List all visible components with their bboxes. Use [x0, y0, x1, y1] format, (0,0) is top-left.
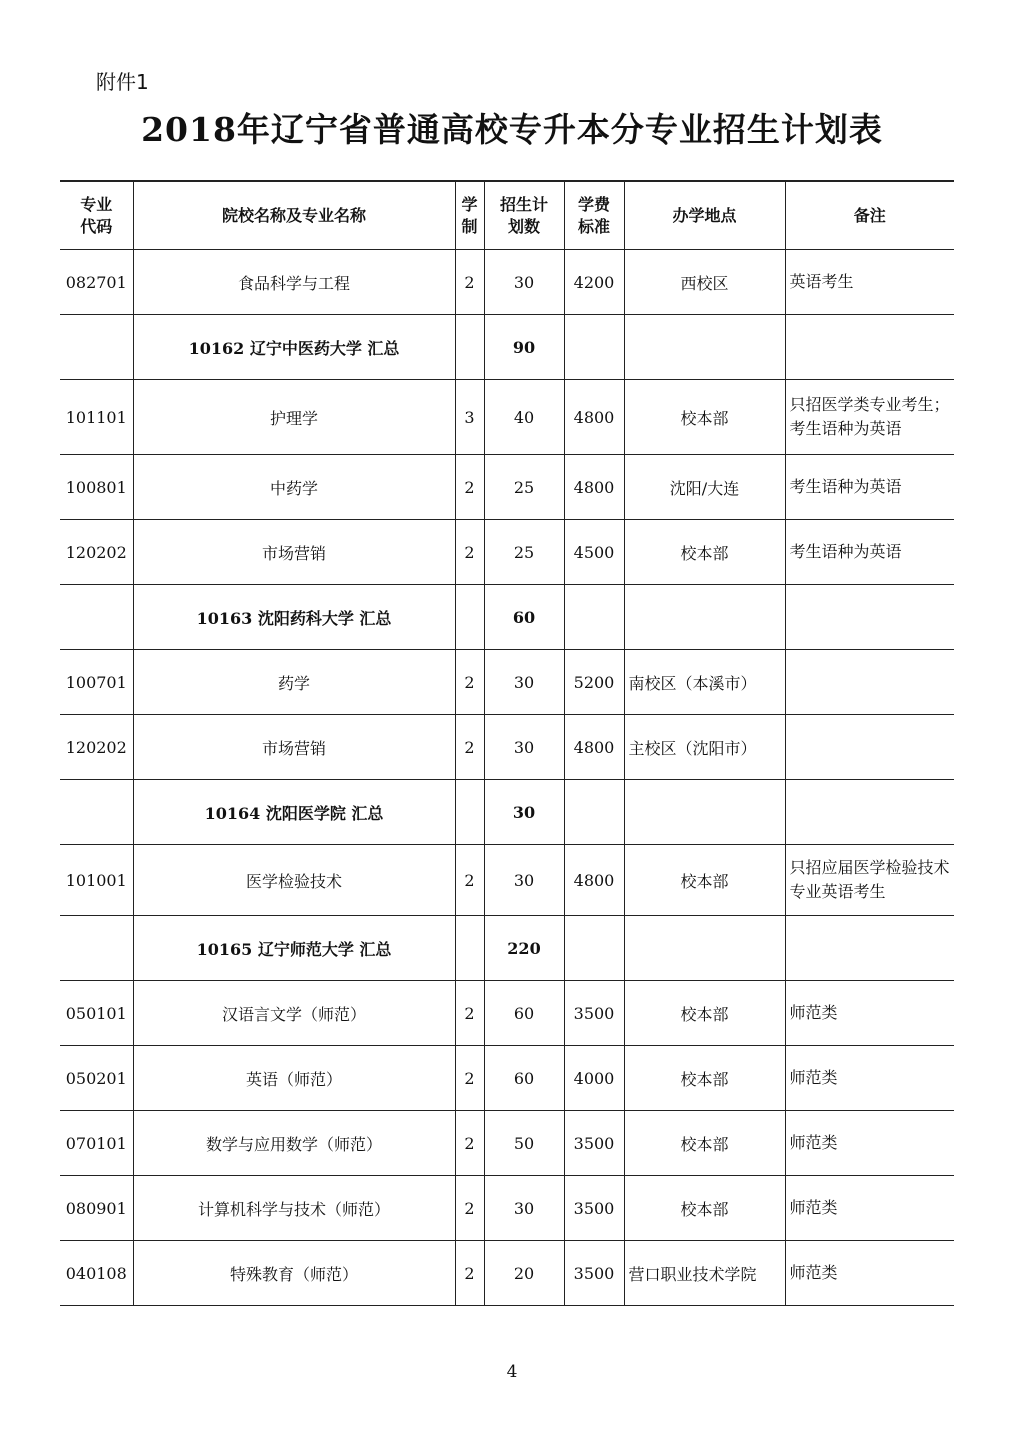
- name-cell: 10165 辽宁师范大学 汇总: [133, 916, 455, 981]
- duration-cell: [455, 780, 484, 845]
- code-cell: 100801: [60, 455, 133, 520]
- summary-row: [60, 916, 954, 981]
- location-cell: 营口职业技术学院: [624, 1241, 785, 1306]
- header-location: 办学地点: [624, 181, 785, 250]
- duration-cell: 3: [455, 380, 484, 455]
- code-cell: 101101: [60, 380, 133, 455]
- name-cell: 数学与应用数学（师范）: [133, 1111, 455, 1176]
- duration-cell: 2: [455, 455, 484, 520]
- location-cell: 校本部: [624, 1111, 785, 1176]
- duration-cell: [455, 916, 484, 981]
- plan-cell: 30: [484, 780, 564, 845]
- duration-cell: [455, 315, 484, 380]
- fee-cell: 5200: [564, 650, 624, 715]
- table-row: [60, 455, 954, 520]
- fee-cell: 3500: [564, 1241, 624, 1306]
- plan-cell: 25: [484, 455, 564, 520]
- code-cell: 050201: [60, 1046, 133, 1111]
- remark-cell: 只招医学类专业考生；考生语种为英语: [785, 380, 954, 455]
- enrollment-plan-table: [60, 180, 954, 1306]
- fee-cell: 4800: [564, 455, 624, 520]
- header-plan: 招生计划数: [484, 181, 564, 250]
- header-name: 院校名称及专业名称: [133, 181, 455, 250]
- table-row: [60, 650, 954, 715]
- name-cell: 市场营销: [133, 715, 455, 780]
- location-cell: 校本部: [624, 380, 785, 455]
- name-cell: 护理学: [133, 380, 455, 455]
- name-cell: 汉语言文学（师范）: [133, 981, 455, 1046]
- name-cell: 英语（师范）: [133, 1046, 455, 1111]
- duration-cell: 2: [455, 250, 484, 315]
- header-duration: 学制: [455, 181, 484, 250]
- name-cell: 特殊教育（师范）: [133, 1241, 455, 1306]
- remark-cell: [785, 780, 954, 845]
- location-cell: 主校区（沈阳市）: [624, 715, 785, 780]
- page-number: 4: [506, 1362, 518, 1382]
- code-cell: 080901: [60, 1176, 133, 1241]
- summary-row: [60, 585, 954, 650]
- code-cell: 040108: [60, 1241, 133, 1306]
- table-row: [60, 380, 954, 455]
- duration-cell: 2: [455, 1176, 484, 1241]
- plan-cell: 25: [484, 520, 564, 585]
- name-cell: 10163 沈阳药科大学 汇总: [133, 585, 455, 650]
- fee-cell: 3500: [564, 981, 624, 1046]
- fee-cell: [564, 916, 624, 981]
- fee-cell: 4000: [564, 1046, 624, 1111]
- duration-cell: 2: [455, 715, 484, 780]
- remark-cell: 只招应届医学检验技术专业英语考生: [785, 845, 954, 916]
- table-row: [60, 520, 954, 585]
- plan-cell: 30: [484, 715, 564, 780]
- page-title: 2018年辽宁省普通高校专升本分专业招生计划表: [141, 110, 883, 149]
- code-cell: 101001: [60, 845, 133, 916]
- remark-cell: 师范类: [785, 1111, 954, 1176]
- location-cell: 校本部: [624, 1046, 785, 1111]
- location-cell: 校本部: [624, 1176, 785, 1241]
- code-cell: [60, 916, 133, 981]
- name-cell: 计算机科学与技术（师范）: [133, 1176, 455, 1241]
- code-cell: 100701: [60, 650, 133, 715]
- location-cell: 校本部: [624, 981, 785, 1046]
- table-row: [60, 1046, 954, 1111]
- attachment-label: 附件1: [96, 70, 149, 94]
- name-cell: 食品科学与工程: [133, 250, 455, 315]
- table-row: [60, 1241, 954, 1306]
- table-header-row: [60, 181, 954, 250]
- plan-cell: 50: [484, 1111, 564, 1176]
- remark-cell: [785, 650, 954, 715]
- duration-cell: 2: [455, 650, 484, 715]
- code-cell: 120202: [60, 715, 133, 780]
- code-cell: 120202: [60, 520, 133, 585]
- code-cell: 070101: [60, 1111, 133, 1176]
- location-cell: 西校区: [624, 250, 785, 315]
- duration-cell: [455, 585, 484, 650]
- location-cell: 校本部: [624, 845, 785, 916]
- remark-cell: 考生语种为英语: [785, 455, 954, 520]
- name-cell: 药学: [133, 650, 455, 715]
- code-cell: [60, 315, 133, 380]
- name-cell: 医学检验技术: [133, 845, 455, 916]
- plan-cell: 60: [484, 1046, 564, 1111]
- plan-cell: 30: [484, 650, 564, 715]
- header-fee: 学费标准: [564, 181, 624, 250]
- code-cell: [60, 780, 133, 845]
- plan-cell: 40: [484, 380, 564, 455]
- duration-cell: 2: [455, 1241, 484, 1306]
- location-cell: 南校区（本溪市）: [624, 650, 785, 715]
- table-row: [60, 1176, 954, 1241]
- remark-cell: 师范类: [785, 1241, 954, 1306]
- plan-cell: 30: [484, 250, 564, 315]
- duration-cell: 2: [455, 845, 484, 916]
- remark-cell: [785, 715, 954, 780]
- remark-cell: 师范类: [785, 981, 954, 1046]
- plan-cell: 30: [484, 1176, 564, 1241]
- location-cell: 沈阳/大连: [624, 455, 785, 520]
- remark-cell: [785, 585, 954, 650]
- header-remark: 备注: [785, 181, 954, 250]
- summary-row: [60, 315, 954, 380]
- table-row: [60, 981, 954, 1046]
- table-row: [60, 845, 954, 916]
- remark-cell: [785, 315, 954, 380]
- location-cell: [624, 585, 785, 650]
- summary-row: [60, 780, 954, 845]
- name-cell: 10162 辽宁中医药大学 汇总: [133, 315, 455, 380]
- plan-cell: 220: [484, 916, 564, 981]
- duration-cell: 2: [455, 981, 484, 1046]
- fee-cell: 4800: [564, 845, 624, 916]
- fee-cell: [564, 585, 624, 650]
- remark-cell: 考生语种为英语: [785, 520, 954, 585]
- header-code: 专业代码: [60, 181, 133, 250]
- plan-cell: 60: [484, 585, 564, 650]
- fee-cell: 4500: [564, 520, 624, 585]
- remark-cell: 师范类: [785, 1176, 954, 1241]
- location-cell: 校本部: [624, 520, 785, 585]
- fee-cell: 3500: [564, 1176, 624, 1241]
- duration-cell: 2: [455, 1046, 484, 1111]
- name-cell: 10164 沈阳医学院 汇总: [133, 780, 455, 845]
- code-cell: [60, 585, 133, 650]
- remark-cell: 师范类: [785, 1046, 954, 1111]
- name-cell: 中药学: [133, 455, 455, 520]
- table-row: [60, 715, 954, 780]
- duration-cell: 2: [455, 520, 484, 585]
- location-cell: [624, 315, 785, 380]
- remark-cell: [785, 916, 954, 981]
- fee-cell: 4800: [564, 715, 624, 780]
- fee-cell: 4200: [564, 250, 624, 315]
- location-cell: [624, 780, 785, 845]
- code-cell: 082701: [60, 250, 133, 315]
- plan-cell: 60: [484, 981, 564, 1046]
- table-row: [60, 1111, 954, 1176]
- location-cell: [624, 916, 785, 981]
- table-row: [60, 250, 954, 315]
- fee-cell: [564, 315, 624, 380]
- code-cell: 050101: [60, 981, 133, 1046]
- plan-cell: 20: [484, 1241, 564, 1306]
- name-cell: 市场营销: [133, 520, 455, 585]
- table-body: [60, 250, 954, 1306]
- remark-cell: 英语考生: [785, 250, 954, 315]
- plan-cell: 90: [484, 315, 564, 380]
- fee-cell: 4800: [564, 380, 624, 455]
- fee-cell: [564, 780, 624, 845]
- fee-cell: 3500: [564, 1111, 624, 1176]
- duration-cell: 2: [455, 1111, 484, 1176]
- plan-cell: 30: [484, 845, 564, 916]
